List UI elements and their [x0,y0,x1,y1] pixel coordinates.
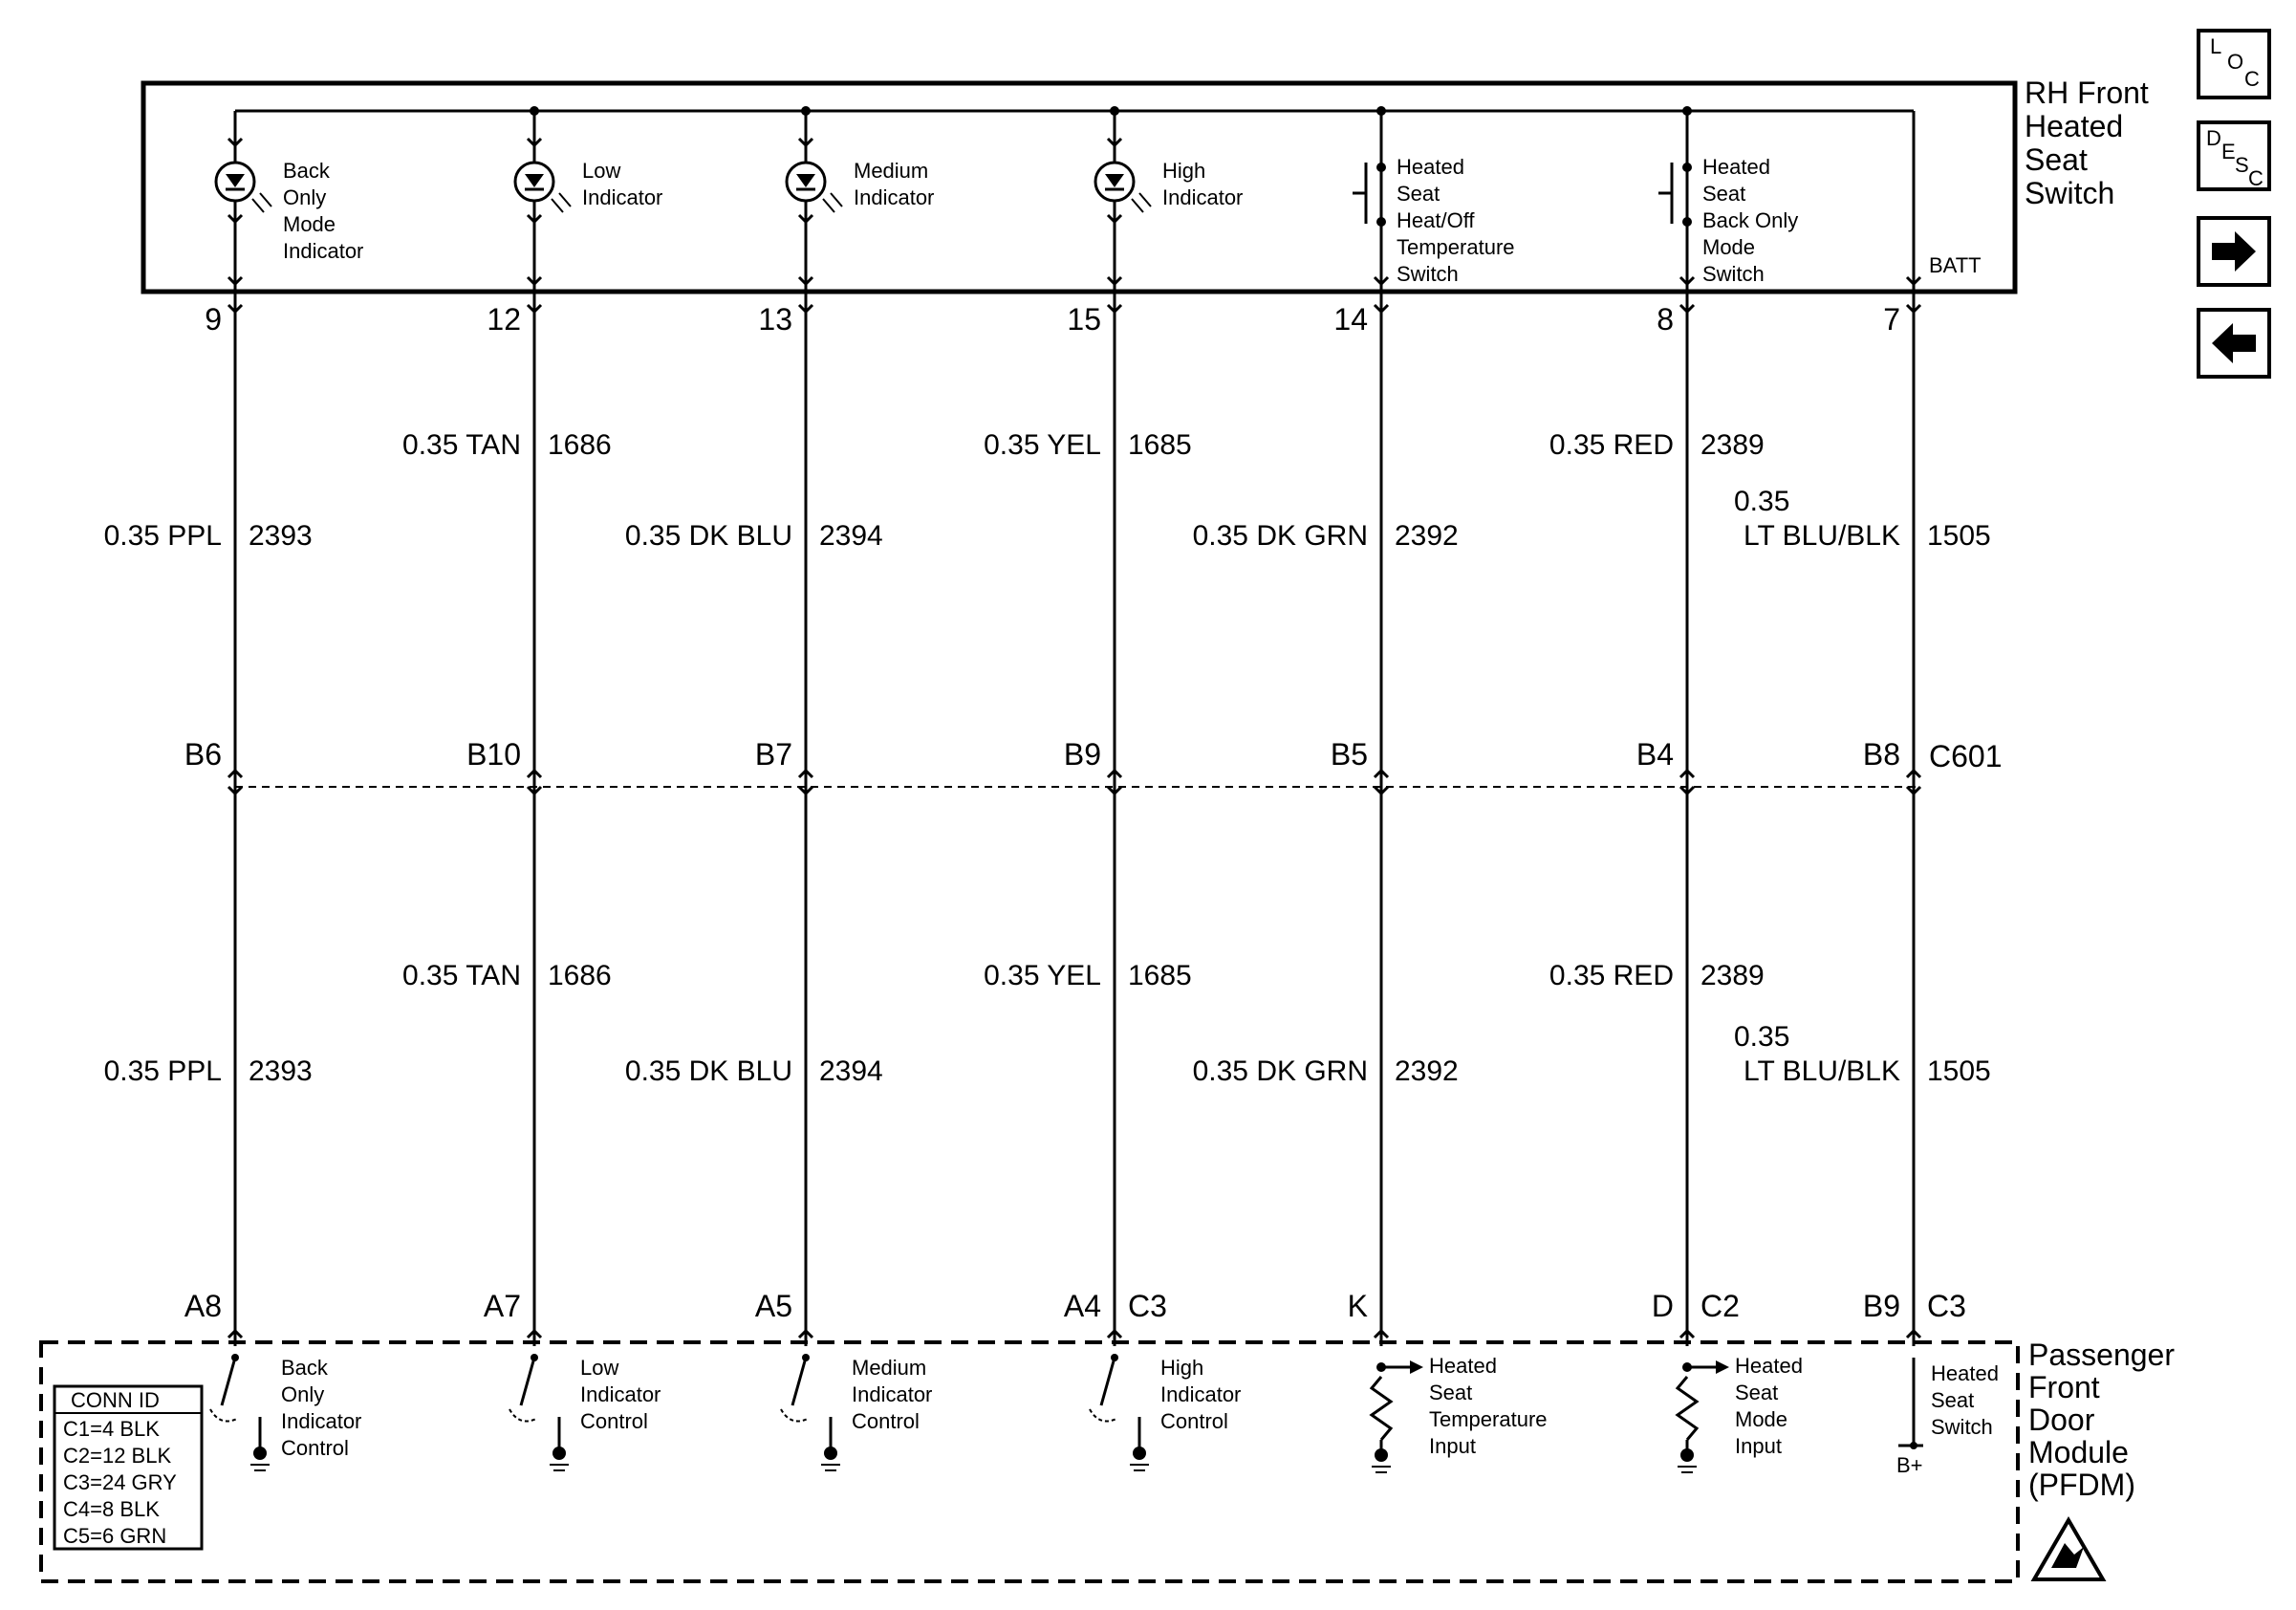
wire-color-label: 0.35 [1734,1021,1790,1053]
loc-letter-l: L [2210,34,2222,58]
wire-color-label: 0.35 DK GRN [1192,1055,1368,1087]
module-component-label: Control [580,1409,648,1433]
labels-layer [104,155,1999,1460]
desc-letter-e: E [2221,140,2236,163]
module-title-line-4: Module [2028,1435,2129,1469]
switch-component-label: Only [283,185,327,209]
switch-component-label: Indicator [1162,185,1244,209]
wire-color-label: 0.35 PPL [103,1055,222,1087]
ground-icon [824,1447,837,1460]
switch-component-label: Seat [1397,182,1440,206]
wire-color-label: 0.35 RED [1549,960,1674,991]
c601-pin-number: B7 [754,737,792,772]
top-pin-number: 8 [1657,302,1674,337]
module-box [41,1342,2018,1581]
module-title-line-2: Front [2028,1370,2100,1404]
module-component-label: Input [1735,1434,1782,1458]
batt-label: BATT [1929,253,1982,277]
input-arrow-icon [1716,1360,1729,1374]
circuit-number-label: 2392 [1395,520,1459,552]
esd-warning-icon [2034,1520,2103,1579]
previous-page-button[interactable] [2199,310,2269,377]
next-page-button[interactable] [2199,218,2269,285]
module-pin-number: A8 [184,1289,222,1323]
module-component-label: Seat [1429,1381,1473,1404]
module-component-label: Control [1160,1409,1228,1433]
wire-color-label: 0.35 [1734,486,1790,517]
top-pin-number: 9 [205,302,222,337]
top-pin-number: 15 [1067,302,1101,337]
conn-id-table [54,1386,202,1549]
module-component-label: Switch [1931,1415,1993,1439]
location-button[interactable] [2199,31,2269,98]
module-connector-label: C3 [1128,1289,1167,1323]
module-pin-number: A4 [1063,1289,1101,1323]
input-arrow-icon [1410,1360,1423,1374]
module-title-line-1: Passenger [2028,1338,2175,1372]
switch-title-line-4: Switch [2025,176,2115,210]
driver-switch-icon [222,1358,235,1405]
module-component-label: Heated [1735,1354,1803,1378]
module-connector-label: C3 [1927,1289,1966,1323]
switch-component-label: Back [283,159,330,183]
switch-title-line-1: RH Front [2025,76,2149,110]
switch-component-label: Indicator [854,185,935,209]
conn-id-row: C1=4 BLK [63,1417,160,1441]
switch-component-label: Indicator [283,239,364,263]
top-pin-number: 13 [758,302,792,337]
module-component-label: Indicator [1160,1382,1242,1406]
circuit-number-label: 1505 [1927,520,1991,552]
resistor-icon [1372,1377,1391,1440]
switch-component-label: Mode [1702,235,1756,259]
top-pin-number: 7 [1883,302,1900,337]
module-connector-label: C2 [1700,1289,1740,1323]
switch-title-line-3: Seat [2025,142,2088,177]
module-component-label: Seat [1735,1381,1779,1404]
module-title-line-3: Door [2028,1403,2095,1437]
module-component-label: Indicator [580,1382,661,1406]
c601-pin-number: B9 [1063,737,1101,772]
module-component-label: Temperature [1429,1407,1548,1431]
driver-switch-icon [1101,1358,1115,1405]
circuit-number-label: 2392 [1395,1055,1459,1087]
wire-color-label: 0.35 RED [1549,429,1674,461]
description-button[interactable] [2199,122,2269,190]
switch-component-label: Heat/Off [1397,208,1475,232]
module-pin-number: A7 [483,1289,521,1323]
module-component-label: Control [852,1409,920,1433]
top-pin-number: 14 [1333,302,1368,337]
switch-component-label: Switch [1397,262,1459,286]
module-pin-number: D [1651,1289,1674,1323]
switch-component-label: Indicator [582,185,663,209]
desc-letter-s: S [2235,153,2249,177]
conn-id-row: C2=12 BLK [63,1444,172,1468]
ground-icon [253,1447,267,1460]
conn-id-row: C3=24 GRY [63,1470,177,1494]
ground-icon [1133,1447,1146,1460]
switch-component-label: Back Only [1702,208,1799,232]
loc-letter-c: C [2244,67,2260,91]
module-component-label: Control [281,1436,349,1460]
circuit-number-label: 1686 [548,429,612,461]
ground-icon [1375,1448,1388,1462]
c601-pin-number: B10 [466,737,521,772]
switch-title-line-2: Heated [2025,109,2124,143]
module-component-label: Input [1429,1434,1476,1458]
circuit-number-label: 1685 [1128,429,1192,461]
module-component-label: Indicator [281,1409,362,1433]
circuit-number-label: 2389 [1700,429,1765,461]
module-component-label: Only [281,1382,325,1406]
module-component-label: Heated [1931,1361,1999,1385]
wire-color-label: 0.35 PPL [103,520,222,552]
circuit-number-label: 1505 [1927,1055,1991,1087]
driver-switch-icon [521,1358,534,1405]
switch-component-label: High [1162,159,1206,183]
wire-color-label: 0.35 TAN [402,429,521,461]
module-pin-number: K [1347,1289,1368,1323]
wire-color-label: LT BLU/BLK [1744,1055,1900,1087]
switch-component-label: Medium [854,159,929,183]
wire-color-label: 0.35 TAN [402,960,521,991]
switch-component-label: Seat [1702,182,1746,206]
circuit-number-label: 2393 [249,1055,313,1087]
c601-pin-number: B4 [1635,737,1674,772]
switch-component-label: Low [582,159,621,183]
switch-component-label: Switch [1702,262,1765,286]
c601-pin-number: B8 [1862,737,1900,772]
module-pin-number: A5 [754,1289,792,1323]
circuit-number-label: 1686 [548,960,612,991]
switch-component-label: Mode [283,212,336,236]
driver-switch-icon [792,1358,806,1405]
wire-color-label: 0.35 DK BLU [624,1055,792,1087]
module-pin-number: B9 [1862,1289,1900,1323]
circuit-number-label: 2394 [819,1055,883,1087]
switch-component-label: Heated [1702,155,1770,179]
module-component-label: Seat [1931,1388,1975,1412]
wire-color-label: 0.35 DK GRN [1192,520,1368,552]
desc-letter-d: D [2206,126,2221,150]
connector-c601-label: C601 [1929,739,2003,773]
circuit-number-label: 1685 [1128,960,1192,991]
c601-pin-number: B5 [1330,737,1368,772]
c601-pin-number: B6 [184,737,222,772]
switch-component-label: Heated [1397,155,1464,179]
wire-color-label: 0.35 DK BLU [624,520,792,552]
module-component-label: Medium [852,1356,927,1380]
conn-id-title: CONN ID [71,1388,160,1412]
conn-id-row: C4=8 BLK [63,1497,160,1521]
circuit-number-label: 2389 [1700,960,1765,991]
conn-id-row: C5=6 GRN [63,1524,167,1548]
bplus-label: B+ [1896,1453,1923,1477]
switch-component-label: Temperature [1397,235,1515,259]
wire-color-label: LT BLU/BLK [1744,520,1900,552]
resistor-icon [1678,1377,1697,1440]
wire-color-label: 0.35 YEL [984,960,1101,991]
module-component-label: Mode [1735,1407,1788,1431]
module-component-label: High [1160,1356,1204,1380]
loc-letter-o: O [2227,50,2244,74]
ground-icon [1680,1448,1694,1462]
module-component-label: Back [281,1356,328,1380]
module-component-label: Heated [1429,1354,1497,1378]
module-component-label: Indicator [852,1382,933,1406]
circuit-number-label: 2394 [819,520,883,552]
ground-icon [552,1447,566,1460]
top-pin-number: 12 [487,302,521,337]
desc-letter-c: C [2248,166,2264,190]
module-component-label: Low [580,1356,619,1380]
circuit-number-label: 2393 [249,520,313,552]
wire-color-label: 0.35 YEL [984,429,1101,461]
module-title-line-5: (PFDM) [2028,1468,2135,1502]
